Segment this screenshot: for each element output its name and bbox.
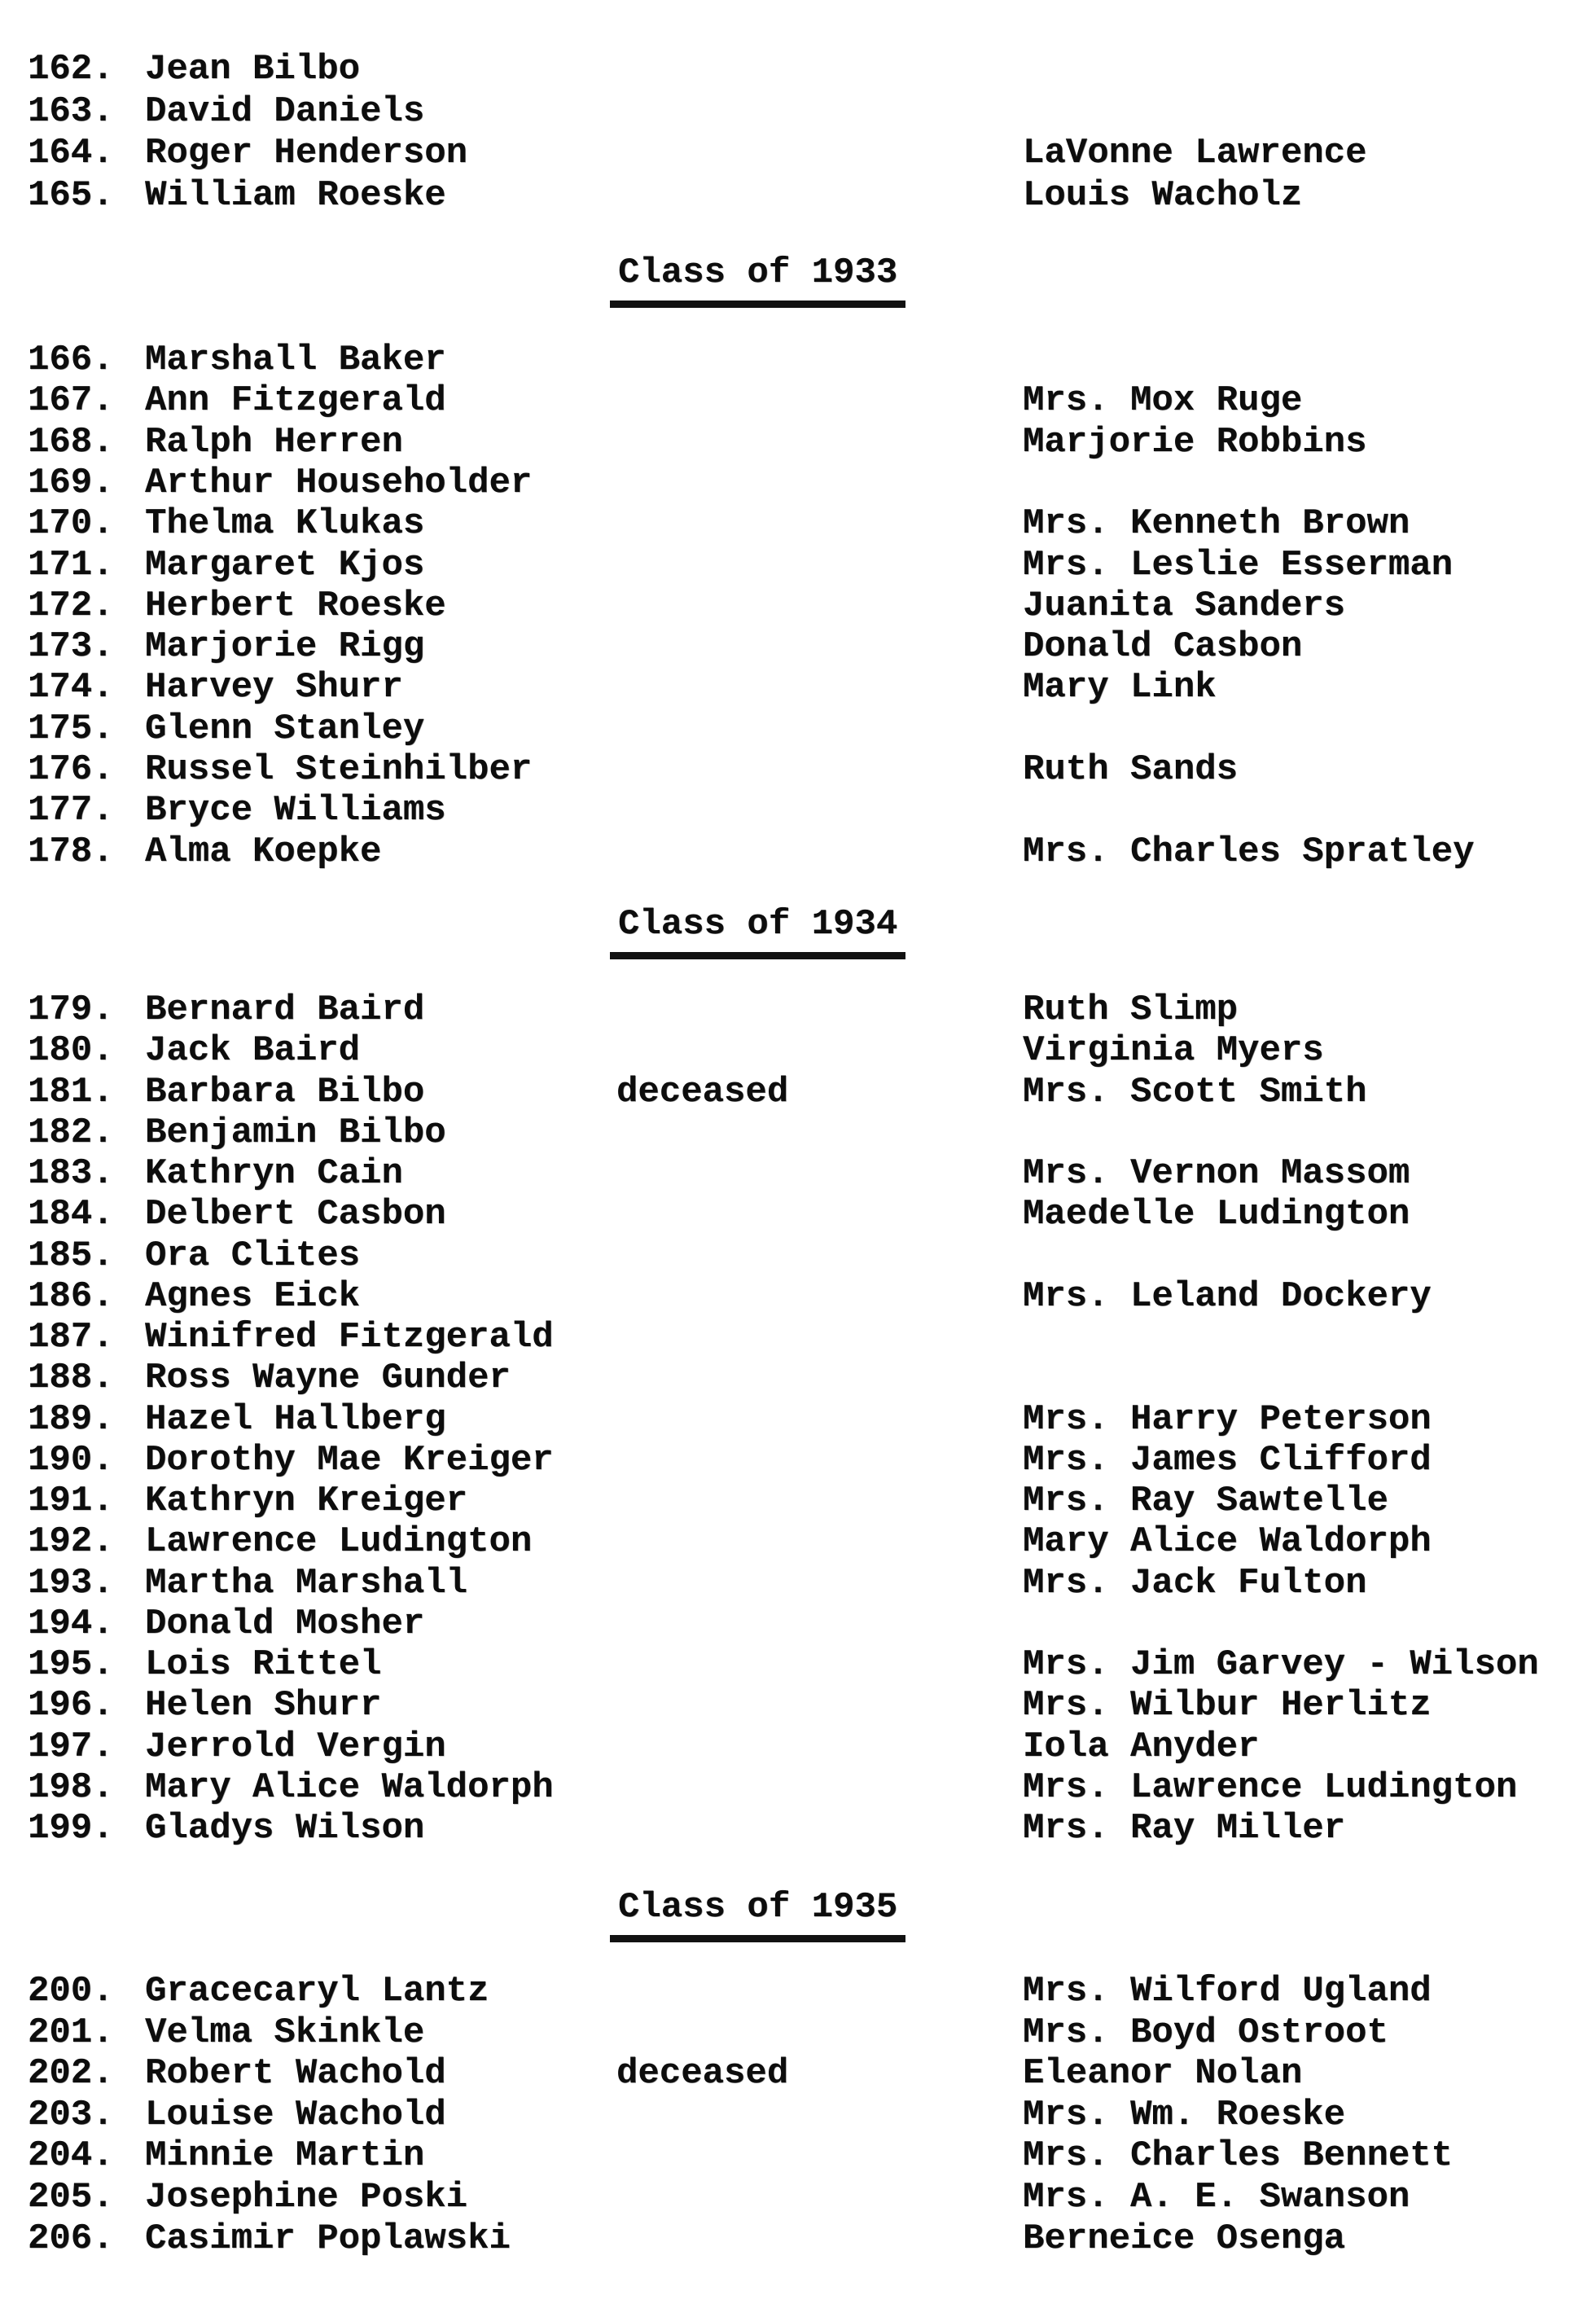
spouse-name: Mary Link — [1023, 667, 1217, 708]
alumni-row — [0, 1074, 1596, 1117]
spouse-name: Louis Wacholz — [1023, 175, 1303, 216]
entry-number: 181. — [28, 1072, 114, 1112]
entry-number: 194. — [28, 1604, 114, 1644]
entry-number: 169. — [28, 463, 114, 503]
spouse-name: Mrs. Jim Garvey - Wilson — [1023, 1644, 1539, 1685]
alumnus-name: Jean Bilbo — [145, 49, 361, 90]
entry-number: 182. — [28, 1112, 114, 1153]
alumni-row — [0, 1565, 1596, 1608]
alumnus-name: Josephine Poski — [145, 2177, 468, 2218]
alumnus-name: Glenn Stanley — [145, 709, 425, 749]
entry-number: 165. — [28, 175, 114, 216]
spouse-name: Donald Casbon — [1023, 626, 1303, 667]
alumni-row — [0, 91, 1596, 136]
alumni-row — [0, 989, 1596, 1034]
alumnus-name: Minnie Martin — [145, 2135, 425, 2176]
alumnus-name: Arthur Householder — [145, 463, 533, 503]
alumni-row — [0, 2053, 1596, 2098]
alumnus-name: Hazel Hallberg — [145, 1399, 446, 1440]
alumni-row — [0, 380, 1596, 425]
alumnus-name: David Daniels — [145, 91, 425, 132]
alumni-row — [0, 1644, 1596, 1689]
alumni-row — [0, 1973, 1596, 2016]
alumnus-name: Ralph Herren — [145, 422, 403, 463]
alumni-row — [0, 51, 1596, 94]
alumnus-name: Benjamin Bilbo — [145, 1112, 446, 1153]
spouse-name: Mrs. Leland Dockery — [1023, 1276, 1432, 1317]
alumnus-name: Velma Skinkle — [145, 2012, 425, 2053]
entry-number: 178. — [28, 831, 114, 872]
alumnus-name: Harvey Shurr — [145, 667, 403, 708]
alumni-row — [0, 792, 1596, 835]
alumni-row — [0, 465, 1596, 507]
spouse-name: Berneice Osenga — [1023, 2218, 1346, 2259]
alumni-row — [0, 1196, 1596, 1239]
entry-number: 195. — [28, 1644, 114, 1685]
spouse-name: Mrs. Lawrence Ludington — [1023, 1767, 1518, 1808]
alumni-row — [0, 2097, 1596, 2139]
alumni-row — [0, 831, 1596, 876]
alumni-row — [0, 1276, 1596, 1321]
alumnus-name: Gracecaryl Lantz — [145, 1971, 489, 2012]
entry-number: 183. — [28, 1153, 114, 1194]
alumnus-name: Marjorie Rigg — [145, 626, 425, 667]
spouse-name: Mrs. A. E. Swanson — [1023, 2177, 1410, 2218]
alumnus-name: Margaret Kjos — [145, 545, 425, 586]
entry-number: 173. — [28, 626, 114, 667]
entry-number: 204. — [28, 2135, 114, 2176]
alumni-row — [0, 1729, 1596, 1771]
spouse-name: Mrs. Leslie Esserman — [1023, 545, 1454, 586]
entry-number: 185. — [28, 1235, 114, 1276]
alumni-row — [0, 1112, 1596, 1157]
alumnus-name: Ross Wayne Gunder — [145, 1358, 511, 1398]
alumnus-name: Kathryn Kreiger — [145, 1481, 468, 1521]
entry-number: 170. — [28, 503, 114, 544]
alumni-row — [0, 749, 1596, 794]
spouse-name: Mrs. Boyd Ostroot — [1023, 2012, 1388, 2053]
entry-number: 192. — [28, 1521, 114, 1562]
spouse-name: Marjorie Robbins — [1023, 422, 1367, 463]
alumni-row — [0, 175, 1596, 220]
alumnus-name: Agnes Eick — [145, 1276, 361, 1317]
entry-number: 163. — [28, 91, 114, 132]
spouse-name: Eleanor Nolan — [1023, 2053, 1303, 2094]
alumnus-name: Herbert Roeske — [145, 586, 446, 626]
alumnus-name: Alma Koepke — [145, 831, 382, 872]
spouse-name: Virginia Myers — [1023, 1030, 1324, 1071]
alumni-row — [0, 1030, 1596, 1075]
spouse-name: Mrs. Wilford Ugland — [1023, 1971, 1432, 2012]
entry-number: 205. — [28, 2177, 114, 2218]
alumnus-name: Thelma Klukas — [145, 503, 425, 544]
alumnus-name: Robert Wachold — [145, 2053, 446, 2094]
entry-number: 191. — [28, 1481, 114, 1521]
entry-number: 188. — [28, 1358, 114, 1398]
alumnus-name: Helen Shurr — [145, 1685, 382, 1726]
alumnus-name: Gladys Wilson — [145, 1808, 425, 1849]
entry-number: 186. — [28, 1276, 114, 1317]
spouse-name: Mrs. Ray Sawtelle — [1023, 1481, 1388, 1521]
alumnus-name: Casimir Poplawski — [145, 2218, 511, 2259]
alumnus-name: Louise Wachold — [145, 2095, 446, 2135]
alumni-row — [0, 2135, 1596, 2180]
entry-number: 167. — [28, 380, 114, 421]
alumnus-name: Mary Alice Waldorph — [145, 1767, 554, 1808]
alumnus-name: Jack Baird — [145, 1030, 361, 1071]
entry-number: 189. — [28, 1399, 114, 1440]
spouse-name: Iola Anyder — [1023, 1727, 1260, 1767]
alumni-row — [0, 1606, 1596, 1648]
alumni-row — [0, 424, 1596, 467]
entry-number: 180. — [28, 1030, 114, 1071]
alumni-row — [0, 588, 1596, 630]
alumnus-name: Marshall Baker — [145, 340, 446, 380]
alumnus-name: Ann Fitzgerald — [145, 380, 446, 421]
alumni-row — [0, 2012, 1596, 2057]
spouse-name: Mrs. Scott Smith — [1023, 1072, 1367, 1112]
alumnus-name: Bernard Baird — [145, 989, 425, 1030]
spouse-name: Mrs. James Clifford — [1023, 1440, 1432, 1481]
spouse-name: Mrs. Charles Spratley — [1023, 831, 1475, 872]
alumni-row — [0, 1810, 1596, 1853]
entry-number: 202. — [28, 2053, 114, 2094]
entry-number: 171. — [28, 545, 114, 586]
alumni-row — [0, 503, 1596, 548]
entry-number: 172. — [28, 586, 114, 626]
deceased-note: deceased — [616, 2053, 789, 2094]
spouse-name: Mrs. Harry Peterson — [1023, 1399, 1432, 1440]
alumni-row — [0, 2179, 1596, 2222]
entry-number: 199. — [28, 1808, 114, 1849]
alumni-row — [0, 2218, 1596, 2263]
entry-number: 201. — [28, 2012, 114, 2053]
entry-number: 179. — [28, 989, 114, 1030]
alumnus-name: Lois Rittel — [145, 1644, 382, 1685]
entry-number: 184. — [28, 1194, 114, 1235]
entry-number: 193. — [28, 1563, 114, 1604]
deceased-note: deceased — [616, 1072, 789, 1112]
alumnus-name: Bryce Williams — [145, 790, 446, 831]
alumni-row — [0, 626, 1596, 671]
alumnus-name: William Roeske — [145, 175, 446, 216]
entry-number: 168. — [28, 422, 114, 463]
entry-number: 196. — [28, 1685, 114, 1726]
alumnus-name: Winifred Fitzgerald — [145, 1317, 554, 1358]
spouse-name: Mrs. Mox Ruge — [1023, 380, 1303, 421]
spouse-name: Mrs. Jack Fulton — [1023, 1563, 1367, 1604]
spouse-name: Mrs. Ray Miller — [1023, 1808, 1346, 1849]
alumnus-name: Dorothy Mae Kreiger — [145, 1440, 554, 1481]
alumnus-name: Roger Henderson — [145, 133, 468, 173]
entry-number: 190. — [28, 1440, 114, 1481]
spouse-name: Juanita Sanders — [1023, 586, 1346, 626]
alumnus-name: Ora Clites — [145, 1235, 361, 1276]
alumni-row — [0, 342, 1596, 384]
alumni-row — [0, 547, 1596, 590]
spouse-name: Mrs. Kenneth Brown — [1023, 503, 1410, 544]
entry-number: 187. — [28, 1317, 114, 1358]
alumni-row — [0, 1442, 1596, 1485]
entry-number: 174. — [28, 667, 114, 708]
alumnus-name: Kathryn Cain — [145, 1153, 403, 1194]
alumni-row — [0, 1319, 1596, 1362]
class-year-header: Class of 1934 — [610, 906, 905, 959]
alumnus-name: Martha Marshall — [145, 1563, 468, 1604]
alumni-row — [0, 135, 1596, 178]
entry-number: 177. — [28, 790, 114, 831]
alumni-row — [0, 669, 1596, 712]
spouse-name: Mrs. Wm. Roeske — [1023, 2095, 1346, 2135]
alumni-row — [0, 1399, 1596, 1444]
entry-number: 162. — [28, 49, 114, 90]
entry-number: 200. — [28, 1971, 114, 2012]
alumnus-name: Delbert Casbon — [145, 1194, 446, 1235]
entry-number: 197. — [28, 1727, 114, 1767]
entry-number: 175. — [28, 709, 114, 749]
spouse-name: Mrs. Charles Bennett — [1023, 2135, 1454, 2176]
alumnus-name: Jerrold Vergin — [145, 1727, 446, 1767]
alumni-row — [0, 1360, 1596, 1402]
alumni-row — [0, 1153, 1596, 1198]
entry-number: 203. — [28, 2095, 114, 2135]
class-year-header: Class of 1933 — [610, 255, 905, 308]
spouse-name: Mrs. Vernon Massom — [1023, 1153, 1410, 1194]
alumnus-name: Donald Mosher — [145, 1604, 425, 1644]
entry-number: 166. — [28, 340, 114, 380]
entry-number: 206. — [28, 2218, 114, 2259]
class-year-header: Class of 1935 — [610, 1889, 905, 1942]
spouse-name: Maedelle Ludington — [1023, 1194, 1410, 1235]
spouse-name: Mary Alice Waldorph — [1023, 1521, 1432, 1562]
alumnus-name: Russel Steinhilber — [145, 749, 533, 790]
alumni-row — [0, 1235, 1596, 1280]
spouse-name: LaVonne Lawrence — [1023, 133, 1367, 173]
alumni-row — [0, 1767, 1596, 1812]
entry-number: 164. — [28, 133, 114, 173]
alumni-row — [0, 1521, 1596, 1566]
alumni-row — [0, 711, 1596, 753]
entry-number: 198. — [28, 1767, 114, 1808]
alumni-row — [0, 1483, 1596, 1525]
alumnus-name: Barbara Bilbo — [145, 1072, 425, 1112]
spouse-name: Ruth Sands — [1023, 749, 1239, 790]
entry-number: 176. — [28, 749, 114, 790]
alumnus-name: Lawrence Ludington — [145, 1521, 533, 1562]
spouse-name: Ruth Slimp — [1023, 989, 1239, 1030]
spouse-name: Mrs. Wilbur Herlitz — [1023, 1685, 1432, 1726]
alumni-row — [0, 1687, 1596, 1730]
